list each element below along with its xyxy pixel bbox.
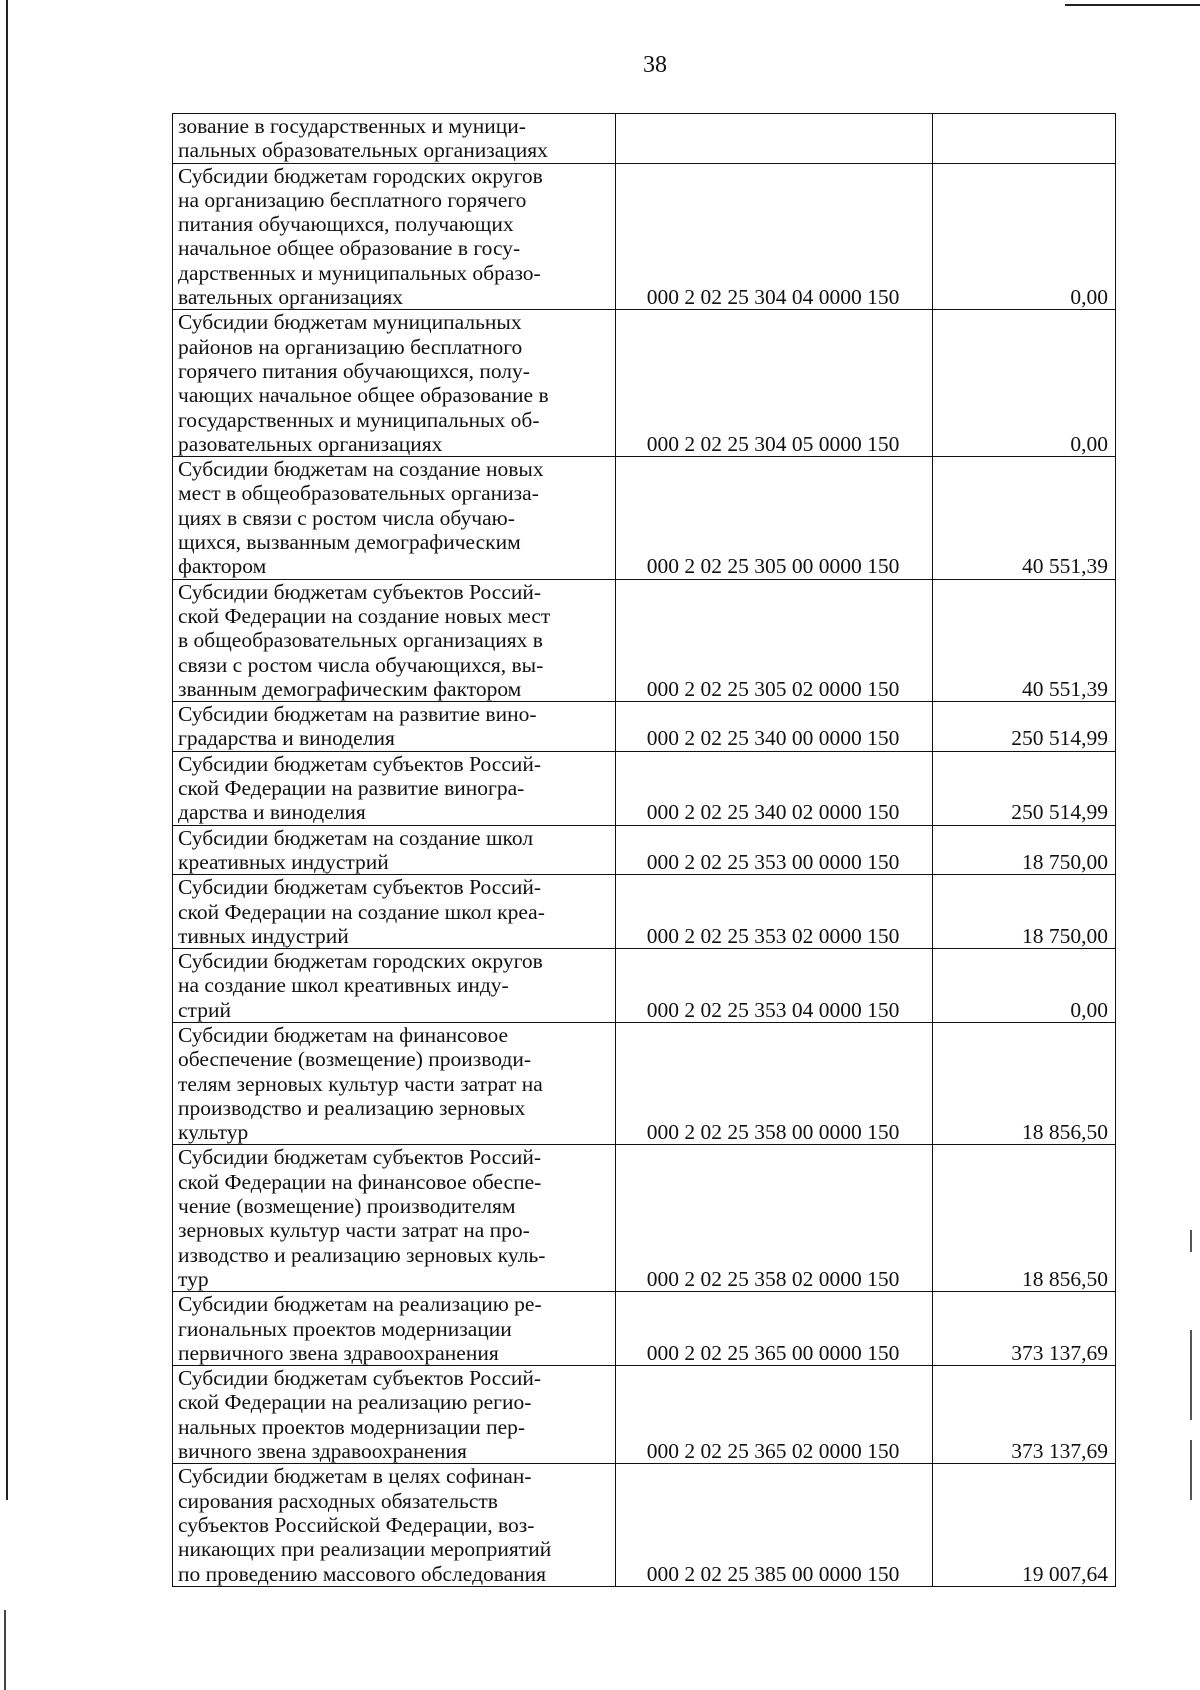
table-row xyxy=(173,875,1116,949)
row-budget-code: 000 2 02 25 305 00 0000 150 xyxy=(616,457,933,579)
row-budget-code: 000 2 02 25 353 04 0000 150 xyxy=(616,949,933,1023)
table-row xyxy=(173,1022,1116,1144)
row-description: Субсидии бюджетам на финансовое обеспечение (возмещение) производи- телям зерновых культур части затрат на производство и реализацию зерновых культур xyxy=(173,1022,616,1144)
row-amount: 19 007,64 xyxy=(933,1464,1116,1586)
row-budget-code: 000 2 02 25 340 00 0000 150 xyxy=(616,702,933,752)
table-row xyxy=(173,457,1116,579)
row-budget-code: 000 2 02 25 305 02 0000 150 xyxy=(616,579,933,701)
row-budget-code: 000 2 02 25 353 00 0000 150 xyxy=(616,825,933,875)
row-amount: 18 856,50 xyxy=(933,1145,1116,1292)
row-budget-code: 000 2 02 25 353 02 0000 150 xyxy=(616,875,933,949)
table-row xyxy=(173,702,1116,752)
row-budget-code: 000 2 02 25 340 02 0000 150 xyxy=(616,751,933,825)
row-description: Субсидии бюджетам городских округов на создание школ креативных инду- стрий xyxy=(173,949,616,1023)
row-description: Субсидии бюджетам субъектов Россий- ской Федерации на создание школ креа- тивных индустрий xyxy=(173,875,616,949)
row-budget-code: 000 2 02 25 358 00 0000 150 xyxy=(616,1022,933,1144)
row-budget-code: 000 2 02 25 304 04 0000 150 xyxy=(616,163,933,310)
row-amount: 18 856,50 xyxy=(933,1022,1116,1144)
row-amount: 40 551,39 xyxy=(933,579,1116,701)
row-budget-code: 000 2 02 25 304 05 0000 150 xyxy=(616,310,933,457)
table-body xyxy=(173,114,1116,1587)
budget-table xyxy=(172,113,1116,1587)
table-row xyxy=(173,1366,1116,1464)
table-row xyxy=(173,579,1116,701)
row-description: зование в государственных и муници- пальных образовательных организациях xyxy=(173,114,616,164)
row-amount: 0,00 xyxy=(933,310,1116,457)
table-row xyxy=(173,751,1116,825)
row-description: Субсидии бюджетам на реализацию ре- гиональных проектов модернизации первичного звена здравоохранения xyxy=(173,1292,616,1366)
table-row xyxy=(173,825,1116,875)
table-row xyxy=(173,1145,1116,1292)
scan-mark-right-1 xyxy=(1190,1230,1192,1252)
row-amount: 373 137,69 xyxy=(933,1366,1116,1464)
table-row xyxy=(173,163,1116,310)
row-amount: 40 551,39 xyxy=(933,457,1116,579)
row-budget-code: 000 2 02 25 358 02 0000 150 xyxy=(616,1145,933,1292)
row-description: Субсидии бюджетам субъектов Россий- ской Федерации на финансовое обеспе- чение (возмещение) производителям зерновых культур части затрат на про- изводство и реализацию зерновых куль- тур xyxy=(173,1145,616,1292)
row-description: Субсидии бюджетам муниципальных районов на организацию бесплатного горячего питания обучающихся, полу- чающих начальное общее образование в государственных и муниципальных об- разовательных организациях xyxy=(173,310,616,457)
row-amount: 250 514,99 xyxy=(933,751,1116,825)
table-row xyxy=(173,310,1116,457)
table-row xyxy=(173,949,1116,1023)
page-number: 38 xyxy=(643,52,667,78)
row-amount: 18 750,00 xyxy=(933,825,1116,875)
row-budget-code: 000 2 02 25 365 00 0000 150 xyxy=(616,1292,933,1366)
row-amount xyxy=(933,114,1116,164)
table-row xyxy=(173,1464,1116,1586)
row-amount: 0,00 xyxy=(933,163,1116,310)
row-description: Субсидии бюджетам городских округов на организацию бесплатного горячего питания обучающихся, получающих начальное общее образование в госу- дарственных и муниципальных образо- вательных организациях xyxy=(173,163,616,310)
scan-mark-right-3 xyxy=(1190,1440,1192,1500)
scan-mark-right-2 xyxy=(1190,1330,1192,1420)
table-row xyxy=(173,1292,1116,1366)
row-description: Субсидии бюджетам на развитие вино- градарства и виноделия xyxy=(173,702,616,752)
scan-border-left-lower xyxy=(4,1610,6,1690)
row-amount: 18 750,00 xyxy=(933,875,1116,949)
row-description: Субсидии бюджетам субъектов Россий- ской Федерации на реализацию регио- нальных проектов модернизации пер- вичного звена здравоохранения xyxy=(173,1366,616,1464)
row-amount: 373 137,69 xyxy=(933,1292,1116,1366)
row-amount: 250 514,99 xyxy=(933,702,1116,752)
table-row xyxy=(173,114,1116,164)
row-budget-code xyxy=(616,114,933,164)
row-description: Субсидии бюджетам субъектов Россий- ской Федерации на развитие виногра- дарства и виноделия xyxy=(173,751,616,825)
row-budget-code: 000 2 02 25 385 00 0000 150 xyxy=(616,1464,933,1586)
row-description: Субсидии бюджетам на создание новых мест в общеобразовательных организа- циях в связи с ростом числа обучаю- щихся, вызванным демографическим фактором xyxy=(173,457,616,579)
row-amount: 0,00 xyxy=(933,949,1116,1023)
row-description: Субсидии бюджетам в целях софинан- сирования расходных обязательств субъектов Российской Федерации, воз- никающих при реализации мероприятий по проведению массового обследования xyxy=(173,1464,616,1586)
scan-border-left xyxy=(6,0,8,1500)
row-budget-code: 000 2 02 25 365 02 0000 150 xyxy=(616,1366,933,1464)
row-description: Субсидии бюджетам на создание школ креативных индустрий xyxy=(173,825,616,875)
scan-border-top xyxy=(1065,4,1200,6)
row-description: Субсидии бюджетам субъектов Россий- ской Федерации на создание новых мест в общеобразовательных организациях в связи с ростом числа обучающихся, вы- званным демографическим фактором xyxy=(173,579,616,701)
